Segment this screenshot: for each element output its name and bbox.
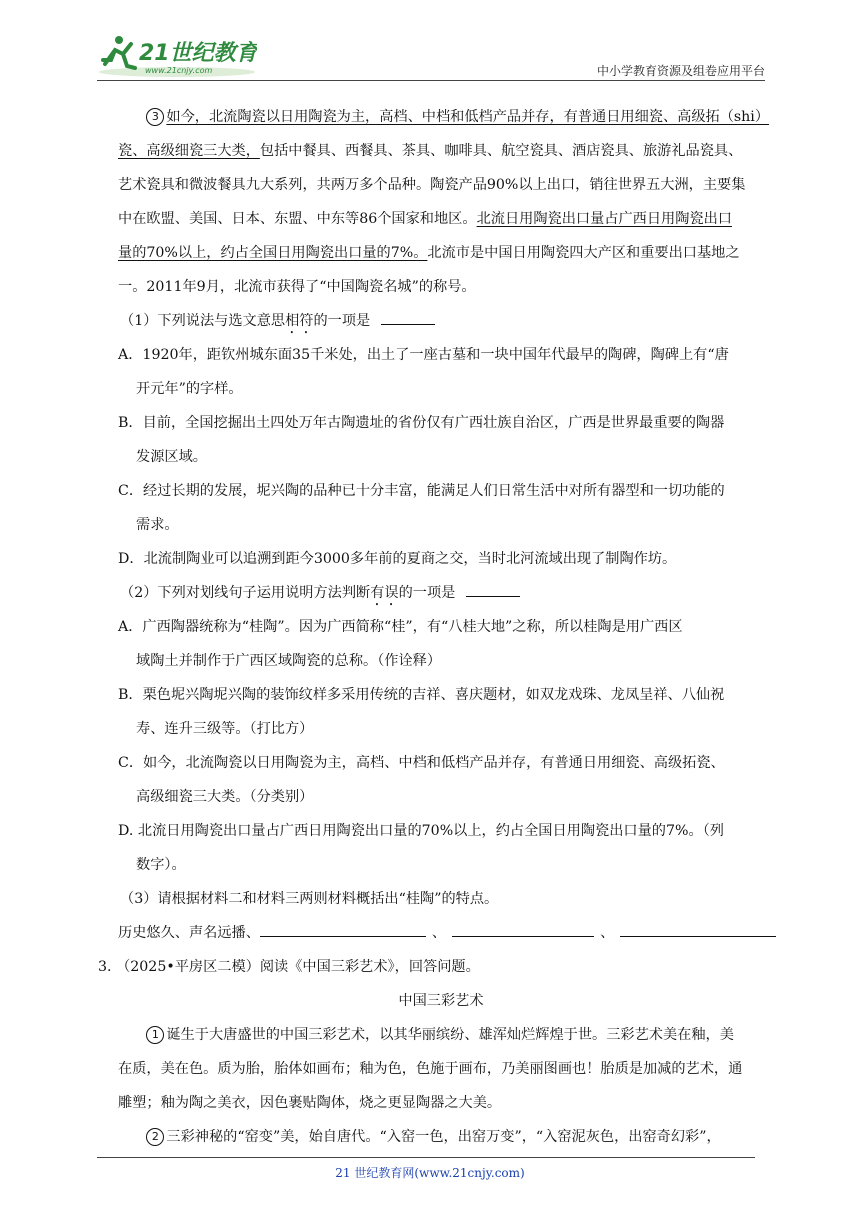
- footer-link[interactable]: 21 世纪教育网(www.21cnjy.com): [335, 1166, 525, 1180]
- runner-logo-icon: [97, 30, 257, 80]
- answer-blank[interactable]: [466, 582, 520, 597]
- answer-blank-2[interactable]: [452, 922, 594, 937]
- header-divider: [97, 80, 765, 81]
- question-stem: （1）下列说法与选文意思: [120, 313, 286, 329]
- underlined-sentence-1a: 如今，北流陶瓷以日用陶瓷为主，高档、中档和低档产品并存，有普通日用细瓷、高级拓（shi）: [166, 109, 770, 125]
- paragraph-3: [118, 100, 770, 304]
- option-b-line1: B．目前，全国挖掘出土四处万年古陶遗址的省份仅有广西壮族自治区，广西是世界最重要的陶器: [118, 415, 725, 431]
- option-a-line2: 域陶土并制作于广西区域陶瓷的总称。（作诠释）: [136, 653, 442, 669]
- paragraph-number: 3: [146, 108, 164, 126]
- answer-blank-3[interactable]: [620, 922, 776, 937]
- option-c-line1: C．经过长期的发展，坭兴陶的品种已十分丰富，能满足人们日常生活中对所有器型和一切功能的: [118, 483, 725, 499]
- paragraph-text: 中在欧盟、美国、日本、东盟、中东等86个国家和地区。: [118, 211, 477, 227]
- article-title: 中国三彩艺术: [398, 993, 484, 1009]
- option-c-line1: C．如今，北流陶瓷以日用陶瓷为主，高档、中档和低档产品并存，有普通日用细瓷、高级拓瓷、: [118, 755, 725, 771]
- platform-name: 中小学教育资源及组卷应用平台: [596, 64, 765, 78]
- paragraph-number: 2: [146, 1128, 164, 1146]
- footer-divider: [97, 1157, 755, 1158]
- emphasis-text: 相符: [285, 313, 314, 329]
- option-b-line2: 发源区域。: [136, 449, 207, 465]
- question-stem: 的一项是: [313, 313, 371, 329]
- svg-text:21世纪教育: 21世纪教育: [139, 41, 257, 66]
- answer-prefix: 历史悠久、声名远播、: [118, 925, 260, 941]
- answer-blank-1[interactable]: [260, 922, 426, 937]
- question-stem: 的一项是: [398, 585, 456, 601]
- question-stem: （2）下列对划线句子运用说明方法判断: [120, 585, 371, 601]
- question-3: [98, 950, 764, 1154]
- question-text: （2025•平房区二模）阅读《中国三彩艺术》，回答问题。: [116, 959, 480, 975]
- option-d-line1: D．北流制陶业可以追溯到距今3000多年前的夏商之交，当时北河流域出现了制陶作坊。: [118, 551, 677, 567]
- page-header: [97, 30, 765, 82]
- document-body: [98, 100, 770, 1154]
- question-stem: （3）请根据材料二和材料三两则材料概括出“桂陶”的特点。: [120, 891, 499, 907]
- separator: 、: [600, 925, 615, 941]
- answer-blank[interactable]: [381, 310, 435, 325]
- option-b-line1: B．栗色坭兴陶坭兴陶的装饰纹样多采用传统的吉祥、喜庆题材，如双龙戏珠、龙凤呈祥、八仙祝: [118, 687, 725, 703]
- option-b-line2: 寿、连升三级等。（打比方）: [136, 721, 314, 737]
- site-logo: [97, 30, 257, 80]
- underlined-sentence-2b: 量的70%以上，约占全国日用陶瓷出口量的7%。: [118, 245, 428, 261]
- underlined-sentence-1b: 瓷、高级细瓷三大类，: [118, 143, 260, 159]
- option-a-line1: A．广西陶器统称为“桂陶”。因为广西简称“桂”，有“八桂大地”之称，所以桂陶是用广西区: [118, 619, 683, 635]
- paragraph-text: 雕塑；釉为陶之美衣，因色裹贴陶体，烧之更显陶器之大美。: [118, 1095, 502, 1111]
- sub-question-2: [118, 576, 764, 882]
- svg-text:www.21cnjy.com: www.21cnjy.com: [145, 66, 213, 75]
- option-d-line1: D. 北流日用陶瓷出口量占广西日用陶瓷出口量的70%以上，约占全国日用陶瓷出口量的7%。（列: [118, 823, 724, 839]
- paragraph-number: 1: [146, 1026, 164, 1044]
- underlined-sentence-2a: 北流日用陶瓷出口量占广西日用陶瓷出口: [476, 211, 732, 227]
- emphasis-text: 有误: [370, 585, 399, 601]
- paragraph-text: 一。2011年9月，北流市获得了“中国陶瓷名城”的称号。: [118, 279, 476, 295]
- paragraph-text: 诞生于大唐盛世的中国三彩艺术，以其华丽缤纷、雄浑灿烂辉煌于世。三彩艺术美在釉，美: [166, 1027, 734, 1043]
- sub-question-1: [118, 304, 764, 576]
- option-a-line2: 开元年”的字样。: [136, 381, 243, 397]
- option-d-line2: 数字）。: [136, 857, 186, 873]
- paragraph-text: 包括中餐具、西餐具、茶具、咖啡具、航空瓷具、酒店瓷具、旅游礼品瓷具、: [259, 143, 743, 159]
- paragraph-text: 三彩神秘的“窑变”美，始自唐代。“入窑一色，出窑万变”，“入窑泥灰色，出窑奇幻彩”，: [166, 1129, 721, 1145]
- paragraph-text: 在质，美在色。质为胎，胎体如画布；釉为色，色施于画布，乃美丽图画也！胎质是加减的艺术，通: [118, 1061, 743, 1077]
- separator: 、: [431, 925, 447, 941]
- option-c-line2: 高级细瓷三大类。（分类别）: [136, 789, 314, 805]
- sub-question-3: [118, 882, 764, 950]
- question-number: 3.: [98, 959, 112, 975]
- option-a-line1: A．1920年，距钦州城东面35千米处，出土了一座古墓和一块中国年代最早的陶碑，陶碑上有“唐: [118, 347, 729, 363]
- paragraph-text: 艺术瓷具和微波餐具九大系列，共两万多个品种。陶瓷产品90%以上出口，销往世界五大洲，主要集: [118, 177, 746, 193]
- option-c-line2: 需求。: [136, 517, 179, 533]
- paragraph-text: 北流市是中国日用陶瓷四大产区和重要出口基地之: [427, 245, 740, 261]
